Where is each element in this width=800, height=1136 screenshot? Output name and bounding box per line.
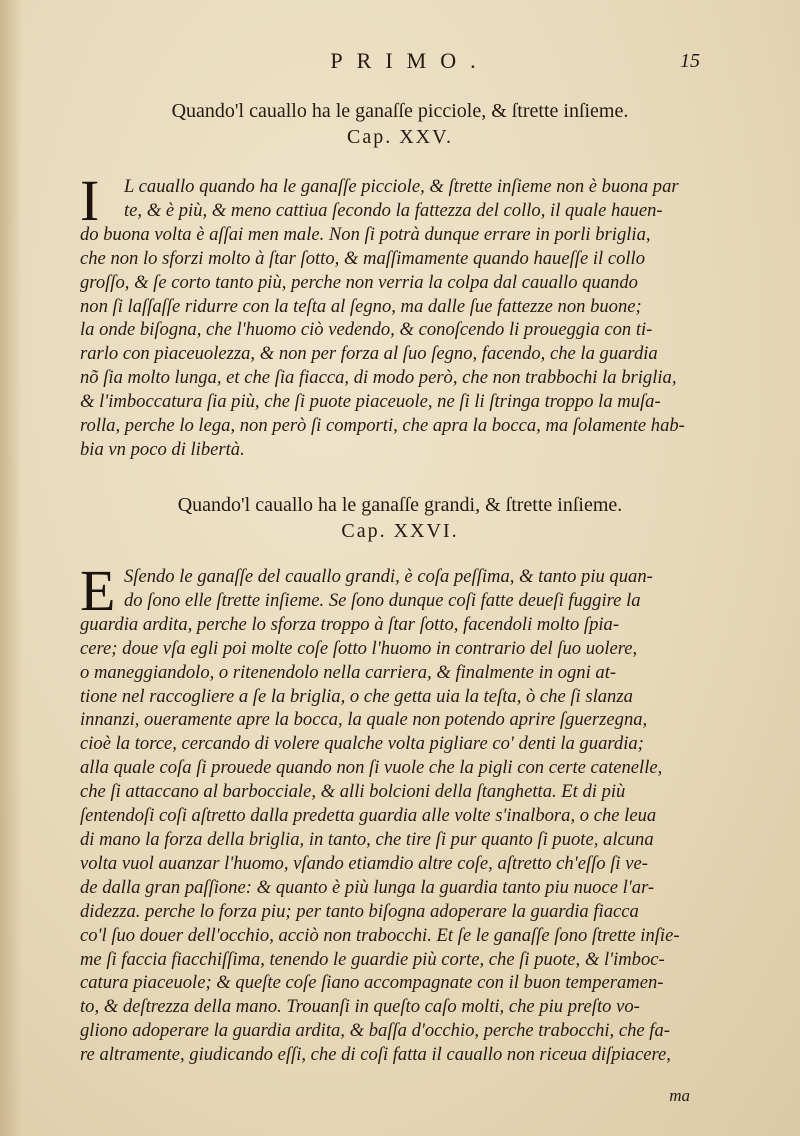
text-line: nõ ſia molto lunga, et che ſia fiacca, di modo però, che non trabbochi la briglia, bbox=[80, 367, 677, 389]
text-line: o maneggiandolo, o ritenendolo nella carriera, & finalmente in ogni at- bbox=[80, 661, 617, 683]
text-line: che non lo sforzi molto à ſtar ſotto, & maſſimamente quando haueſſe il collo bbox=[80, 247, 646, 269]
text-line: bia vn poco di libertà. bbox=[80, 438, 245, 460]
chapter-25-label: Cap. XXV. bbox=[347, 126, 453, 148]
text-line: groſſo, & ſe corto tanto più, perche non verria la colpa dal cauallo quando bbox=[80, 271, 638, 293]
text-line: ſentendoſi coſi aſtretto dalla predetta guardia alle volte s'inalbora, o che leua bbox=[80, 805, 657, 827]
chapter-26-text bbox=[80, 558, 725, 1067]
text-line: cere; doue vſa egli poi molte coſe ſotto l'huomo in contrario del ſuo uolere, bbox=[80, 637, 638, 659]
text-line: didezza. perche lo forza piu; per tanto biſogna adoperare la guardia fiacca bbox=[80, 900, 639, 922]
text-line: rolla, perche lo lega, non però ſi comporti, che apra la bocca, ma ſolamente hab- bbox=[80, 415, 685, 437]
text-line: do ſono elle ſtrette inſieme. Se ſono dunque coſi fatte deueſi fuggire la bbox=[124, 589, 641, 611]
text-line: non ſi laſſaſſe ridurre con la teſta al ſegno, ma dalle ſue fattezze non buone; bbox=[80, 295, 642, 317]
chapter-26-heading bbox=[0, 492, 800, 544]
running-title: PRIMO. bbox=[330, 48, 490, 73]
text-line: alla quale coſa ſi prouede quando non ſi vuole che la pigli con certe catenelle, bbox=[80, 757, 663, 779]
text-line: te, & è più, & meno cattiua ſecondo la fattezza del collo, il quale hauen- bbox=[124, 199, 663, 221]
text-line: innanzi, oueramente apre la bocca, la quale non potendo aprire ſguerzegna, bbox=[80, 709, 648, 731]
text-line: co'l ſuo douer dell'occhio, acciò non trabocchi. Et ſe le ganaſſe ſono ſtrette inſie- bbox=[80, 924, 680, 946]
text-line: cioè la torce, cercando di volere qualche volta pigliare co' denti la guardia; bbox=[80, 733, 644, 755]
text-line: la onde biſogna, che l'huomo ciò vedendo, & conoſcendo li proueggia con ti- bbox=[80, 319, 653, 341]
text-line: rarlo con piaceuolezza, & non per forza al ſuo ſegno, facendo, che la guardia bbox=[80, 343, 658, 365]
text-line: di mano la forza della briglia, in tanto, che tire ſi pur quanto ſi puote, alcuna bbox=[80, 828, 654, 850]
text-line: guardia ardita, perche lo sforza troppo à ſtar ſotto, facendoli molto ſpia- bbox=[80, 613, 620, 635]
text-line: volta vuol auanzar l'huomo, vſando etiamdio altre coſe, aſtretto ch'eſſo ſi ve- bbox=[80, 852, 648, 874]
chapter-26-drop-cap: E bbox=[80, 558, 116, 623]
chapter-25-text bbox=[80, 168, 725, 462]
chapter-25-heading bbox=[0, 98, 800, 150]
text-line: de dalla gran paſſione: & quanto è più lunga la guardia tanto piu nuoce l'ar- bbox=[80, 876, 655, 898]
chapter-25-title: Quando'l cauallo ha le ganaſſe picciole, & ſtrette inſieme. bbox=[171, 100, 629, 122]
chapter-26-label: Cap. XXVI. bbox=[341, 520, 459, 542]
chapter-25-drop-cap: I bbox=[80, 168, 100, 233]
page-header bbox=[0, 48, 800, 78]
text-line: to, & deſtrezza della mano. Trouanſi in queſto caſo molti, che piu preſto vo- bbox=[80, 996, 640, 1018]
chapter-26-title: Quando'l cauallo ha le ganaſſe grandi, & ſtrette inſieme. bbox=[177, 494, 623, 516]
text-line: che ſi attaccano al barbocciale, & alli bolcioni della ſtanghetta. Et di più bbox=[80, 781, 626, 803]
text-line: & l'imboccatura ſia più, che ſi puote piaceuole, ne ſi li ſtringa troppo la muſa- bbox=[80, 391, 661, 413]
text-line: gliono adoperare la guardia ardita, & baſſa d'occhio, perche trabocchi, che fa- bbox=[80, 1020, 670, 1042]
text-line: tione nel raccogliere a ſe la briglia, o che getta uia la teſta, ò che ſi slanza bbox=[80, 685, 633, 707]
text-line: L cauallo quando ha le ganaſſe picciole, & ſtrette inſieme non è buona par bbox=[124, 176, 679, 197]
text-line: do buona volta è aſſai men male. Non ſi potrà dunque errare in porli briglia, bbox=[80, 223, 651, 245]
text-line: re altramente, giudicando eſſi, che di coſi fatta il cauallo non riceua diſpiacere, bbox=[80, 1044, 671, 1066]
text-line: Sſendo le ganaſſe del cauallo grandi, è coſa peſſima, & tanto piu quan- bbox=[124, 566, 653, 587]
page-number: 15 bbox=[680, 50, 700, 72]
text-line: me ſi faccia fiacchiſſima, tenendo le guardie più corte, che ſi puote, & l'imboc- bbox=[80, 948, 665, 970]
text-line: catura piaceuole; & queſte coſe ſiano accompagnate con il buon temperamen- bbox=[80, 972, 664, 994]
catchword: ma bbox=[669, 1086, 690, 1105]
